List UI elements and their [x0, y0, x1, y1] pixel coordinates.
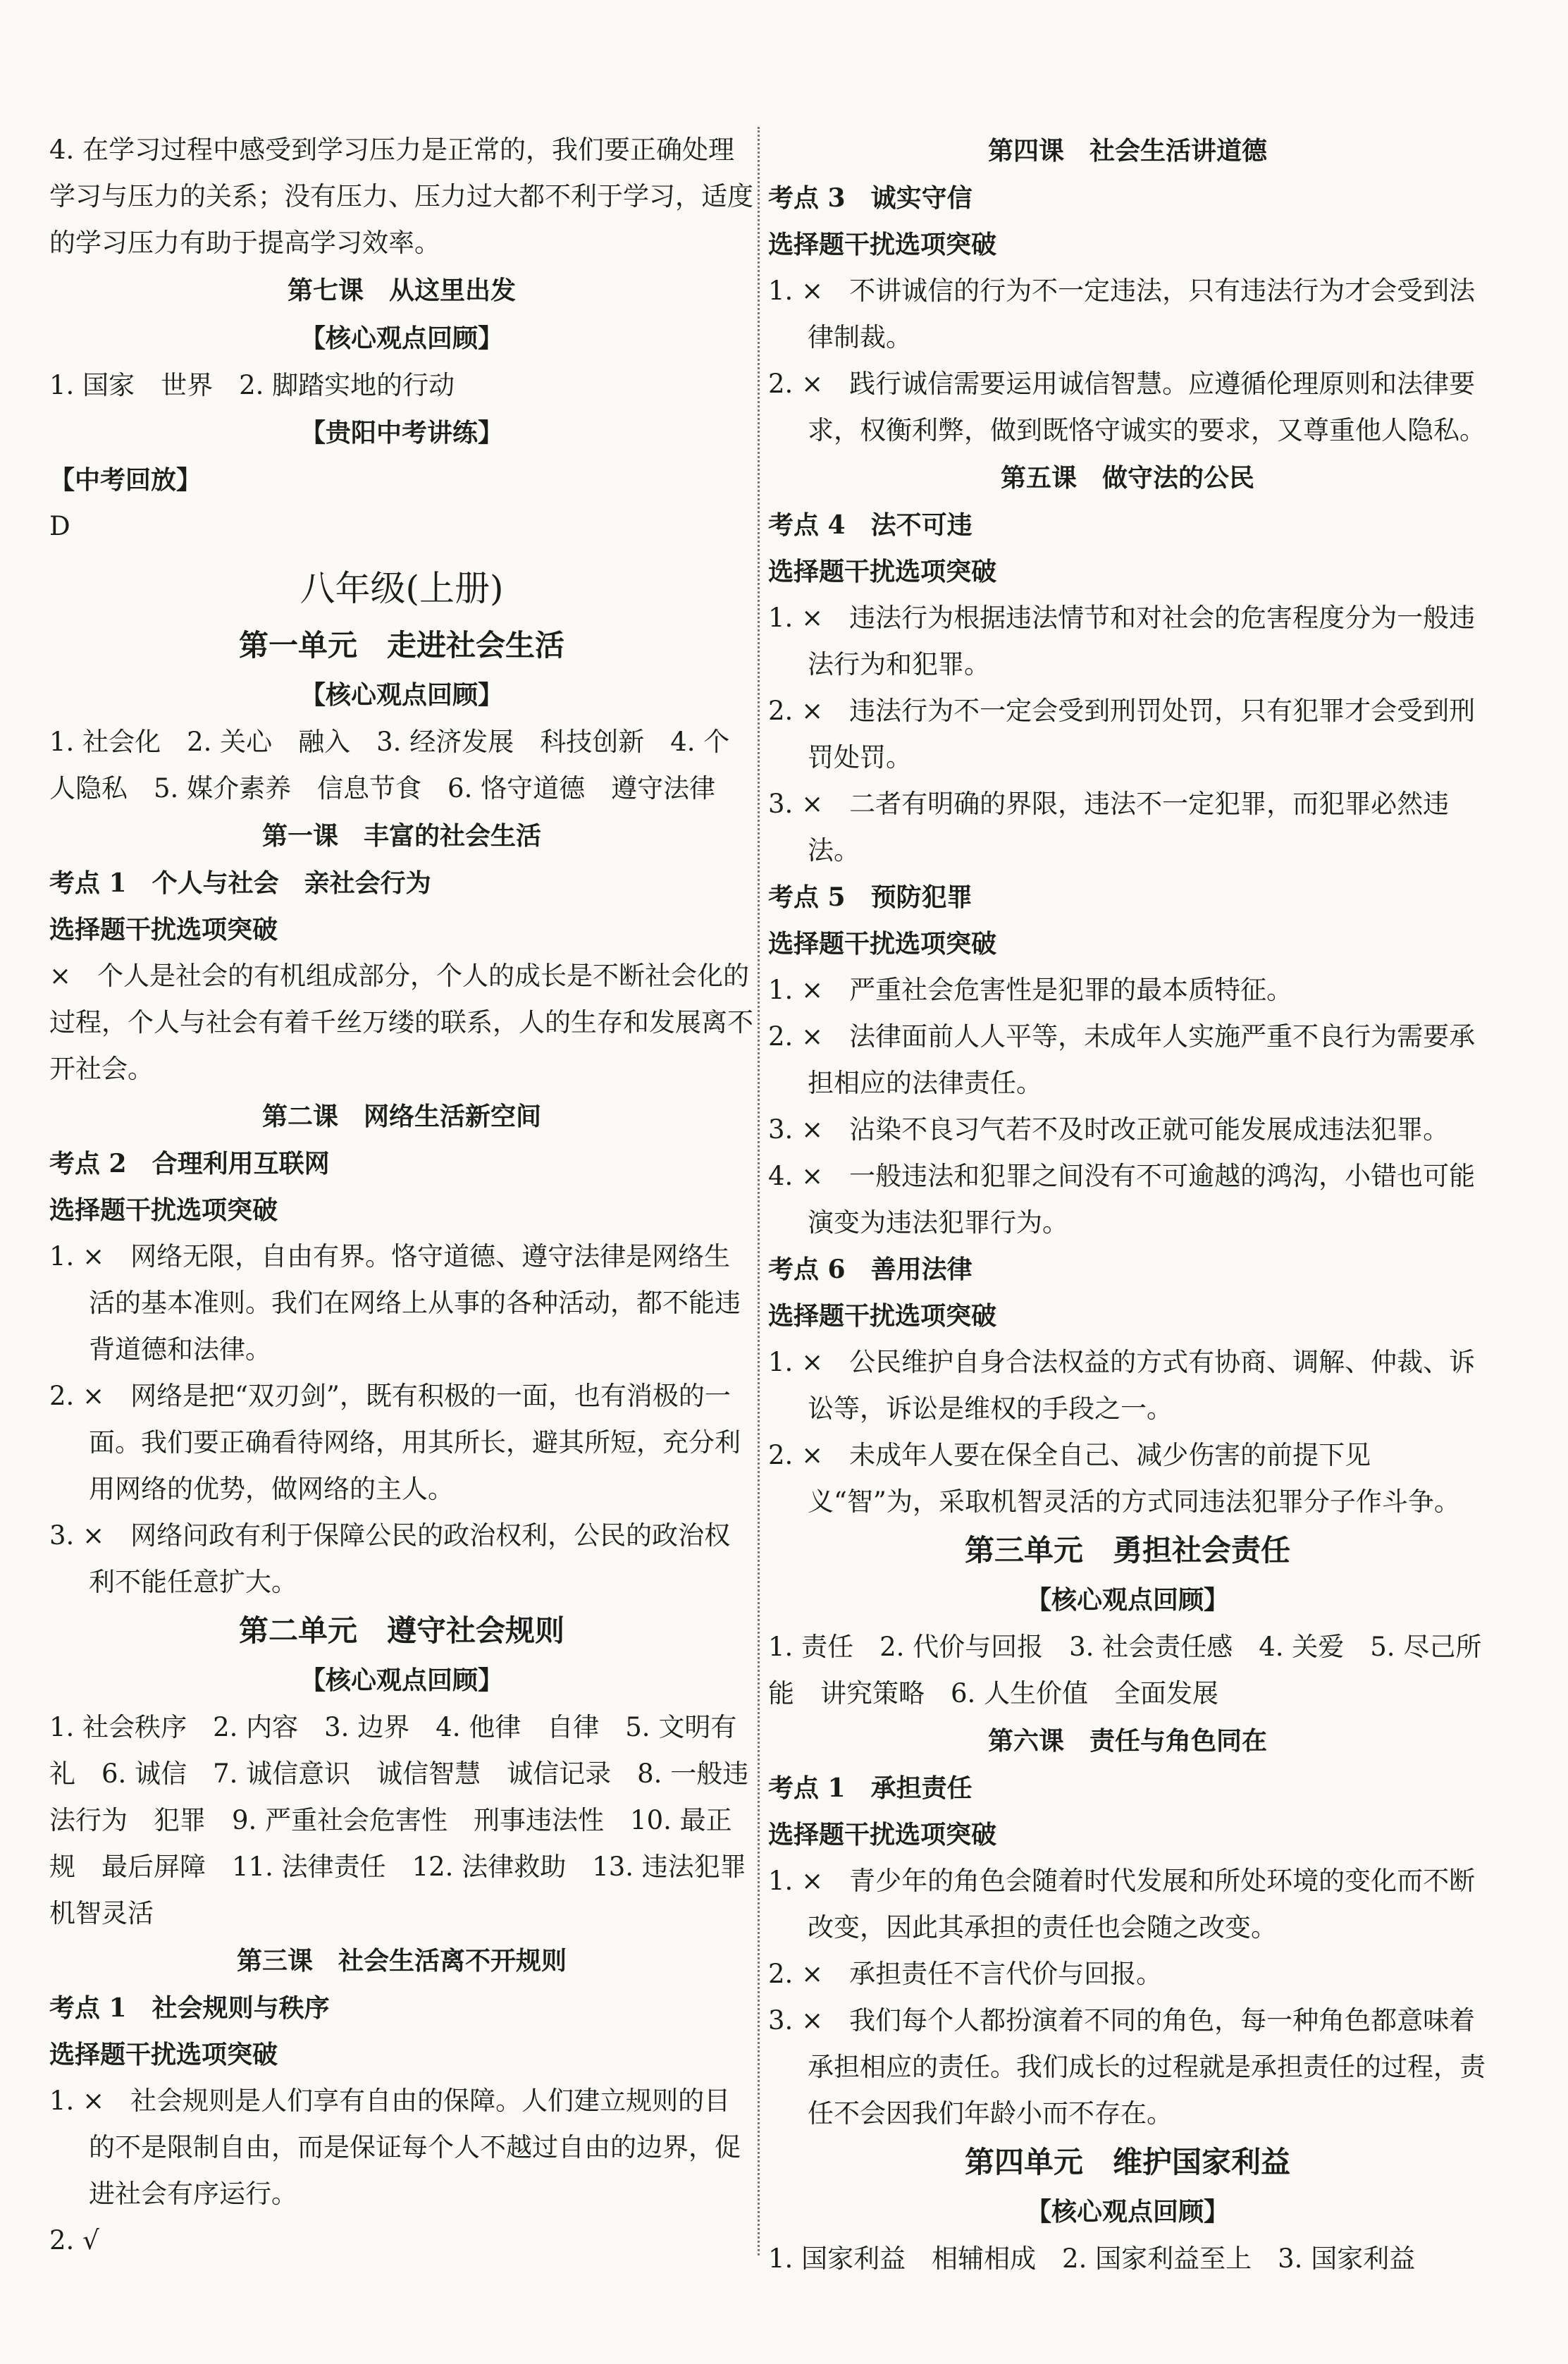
left-column — [49, 127, 772, 2264]
sub-heading: 选择题干扰选项突破 — [768, 557, 997, 586]
kaodian-title: 社会规则与秩序 — [152, 1993, 330, 2023]
answer-list: 1. 国家 世界 2. 脚踏实地的行动 — [49, 370, 455, 400]
lesson-title: 第二课 网络生活新空间 — [261, 1102, 541, 1131]
kaodian-heading — [768, 502, 1487, 548]
kaodian-title: 法不可违 — [870, 510, 973, 540]
kaodian-label: 考点 1 — [49, 1993, 127, 2023]
answer-item: 1. × 公民维护自身合法权益的方式有协商、调解、仲裁、诉讼等，诉讼是维权的手段之一。 — [768, 1347, 1476, 1424]
kaodian-title: 个人与社会 亲社会行为 — [152, 868, 431, 898]
lesson-title: 第五课 做守法的公民 — [1000, 463, 1254, 493]
answer-item: 2. × 违法行为不一定会受到刑罚处罚，只有犯罪才会受到刑罚处罚。 — [768, 696, 1476, 772]
sub-heading: 选择题干扰选项突破 — [49, 2040, 278, 2069]
section-heading: 【贵阳中考讲练】 — [300, 418, 503, 448]
column-divider — [758, 127, 760, 2255]
lesson-title: 第七课 从这里出发 — [287, 276, 516, 305]
answer-item: 3. × 我们每个人都扮演着不同的角色，每一种角色都意味着承担相应的责任。我们成长的过程就是承担责任的过程，责任不会因我们年龄小而不存在。 — [768, 2005, 1486, 2129]
answer-item: 3. × 二者有明确的界限，违法不一定犯罪，而犯罪必然违法。 — [768, 789, 1450, 866]
kaodian-label: 考点 2 — [49, 1149, 127, 1178]
answer-item: 2. √ — [49, 2225, 99, 2255]
kaodian-title: 合理利用互联网 — [152, 1149, 330, 1178]
sub-heading: 选择题干扰选项突破 — [49, 1195, 278, 1225]
sub-heading: 选择题干扰选项突破 — [768, 1820, 997, 1849]
lesson-title: 第三课 社会生活离不开规则 — [236, 1946, 567, 1976]
kaodian-label: 考点 5 — [768, 882, 846, 912]
kaodian-label: 考点 3 — [768, 183, 846, 213]
kaodian-title: 诚实守信 — [870, 183, 973, 213]
sub-heading: 选择题干扰选项突破 — [49, 915, 278, 944]
answer-list: 1. 责任 2. 代价与回报 3. 社会责任感 4. 关爱 5. 尽己所能 讲究策略 6. 人生价值 全面发展 — [768, 1632, 1482, 1709]
lesson-title: 第四课 社会生活讲道德 — [987, 136, 1267, 166]
answer-item: 3. × 网络问政有利于保障公民的政治权利，公民的政治权利不能任意扩大。 — [49, 1520, 731, 1597]
kaodian-heading — [49, 1140, 754, 1187]
lesson-title: 第六课 责任与角色同在 — [987, 1726, 1267, 1756]
unit-title: 第一单元 走进社会生活 — [238, 628, 564, 663]
answer-item: 2. × 承担责任不言代价与回报。 — [768, 1959, 1163, 1989]
kaodian-label: 考点 6 — [768, 1255, 846, 1284]
section-heading: 【核心观点回顾】 — [300, 324, 503, 353]
answer-item: 1. × 网络无限，自由有界。恪守道德、遵守法律是网络生活的基本准则。我们在网络上从事的各种活动，都不能违背道德和法律。 — [49, 1241, 741, 1365]
sub-heading: 选择题干扰选项突破 — [768, 929, 997, 959]
kaodian-heading — [49, 860, 754, 906]
kaodian-heading — [49, 1985, 754, 2031]
answer-paragraph: × 个人是社会的有机组成部分，个人的成长是不断社会化的过程，个人与社会有着千丝万缕的联系，人的生存和发展离不开社会。 — [49, 961, 753, 1084]
answer-item: 2. × 法律面前人人平等，未成年人实施严重不良行为需要承担相应的法律责任。 — [768, 1021, 1476, 1098]
answer-paragraph: 4. 在学习过程中感受到学习压力是正常的，我们要正确处理学习与压力的关系；没有压力、压力过大都不利于学习，适度的学习压力有助于提高学习效率。 — [49, 135, 753, 258]
answer-item: 4. × 一般违法和犯罪之间没有不可逾越的鸿沟，小错也可能演变为违法犯罪行为。 — [768, 1161, 1476, 1238]
grade-title: 八年级(上册) — [300, 568, 504, 609]
kaodian-label: 考点 4 — [768, 510, 846, 540]
right-column — [768, 127, 1487, 2282]
section-heading: 【核心观点回顾】 — [1025, 1585, 1229, 1615]
lesson-title: 第一课 丰富的社会生活 — [261, 821, 541, 851]
kaodian-heading — [768, 874, 1487, 921]
sub-heading: 选择题干扰选项突破 — [768, 230, 997, 259]
sub-heading: 选择题干扰选项突破 — [768, 1301, 997, 1331]
answer-item: 1. × 违法行为根据违法情节和对社会的危害程度分为一般违法行为和犯罪。 — [768, 603, 1476, 679]
kaodian-title: 承担责任 — [870, 1773, 973, 1803]
answer-item: 2. × 网络是把“双刃剑”，既有积极的一面，也有消极的一面。我们要正确看待网络，用其所长，避其所短，充分利用网络的优势，做网络的主人。 — [49, 1381, 741, 1504]
answer-item: 2. × 践行诚信需要运用诚信智慧。应遵循伦理原则和法律要求，权衡利弊，做到既恪守诚实的要求，又尊重他人隐私。 — [768, 369, 1486, 445]
kaodian-heading — [768, 1765, 1487, 1811]
answer-item: 2. × 未成年人要在保全自己、减少伤害的前提下见义“智”为，采取机智灵活的方式同违法犯罪分子作斗争。 — [768, 1440, 1460, 1517]
kaodian-heading — [768, 175, 1487, 221]
kaodian-label: 考点 1 — [49, 868, 127, 898]
answer-item: 1. × 社会规则是人们享有自由的保障。人们建立规则的目的不是限制自由，而是保证每个人不越过自由的边界，促进社会有序运行。 — [49, 2086, 741, 2209]
kaodian-heading — [768, 1246, 1487, 1293]
answer-item: 1. × 青少年的角色会随着时代发展和所处环境的变化而不断改变，因此其承担的责任也会随之改变。 — [768, 1866, 1476, 1943]
answer-list: 1. 社会化 2. 关心 融入 3. 经济发展 科技创新 4. 个人隐私 5. 媒介素养 信息节食 6. 恪守道德 遵守法律 — [49, 727, 730, 804]
kaodian-label: 考点 1 — [768, 1773, 846, 1803]
section-heading: 【核心观点回顾】 — [300, 680, 503, 710]
answer-list: 1. 国家利益 相辅相成 2. 国家利益至上 3. 国家利益 — [768, 2243, 1416, 2274]
kaodian-title: 善用法律 — [870, 1255, 973, 1284]
unit-title: 第四单元 维护国家利益 — [964, 2145, 1290, 2179]
unit-title: 第二单元 遵守社会规则 — [238, 1613, 564, 1648]
answer-item: 1. × 严重社会危害性是犯罪的最本质特征。 — [768, 975, 1293, 1005]
kaodian-title: 预防犯罪 — [870, 882, 973, 912]
section-heading: 【核心观点回顾】 — [1025, 2197, 1229, 2227]
section-heading: 【核心观点回顾】 — [300, 1666, 503, 1695]
unit-title: 第三单元 勇担社会责任 — [964, 1533, 1290, 1568]
answer-item: 3. × 沾染不良习气若不及时改正就可能发展成违法犯罪。 — [768, 1114, 1450, 1145]
answer-list: 1. 社会秩序 2. 内容 3. 边界 4. 他律 自律 5. 文明有礼 6. 诚信 7. 诚信意识 诚信智慧 诚信记录 8. 一般违法行为 犯罪 9. 严重社会危害性 刑事违法性 10. 最正规 最后屏障 11. 法律责任 12. 法律救助 13. 违法犯罪 机智灵活 — [49, 1712, 772, 1928]
section-heading: 【中考回放】 — [49, 465, 202, 495]
answer-text: D — [49, 511, 70, 541]
answer-item: 1. × 不讲诚信的行为不一定违法，只有违法行为才会受到法律制裁。 — [768, 276, 1476, 352]
